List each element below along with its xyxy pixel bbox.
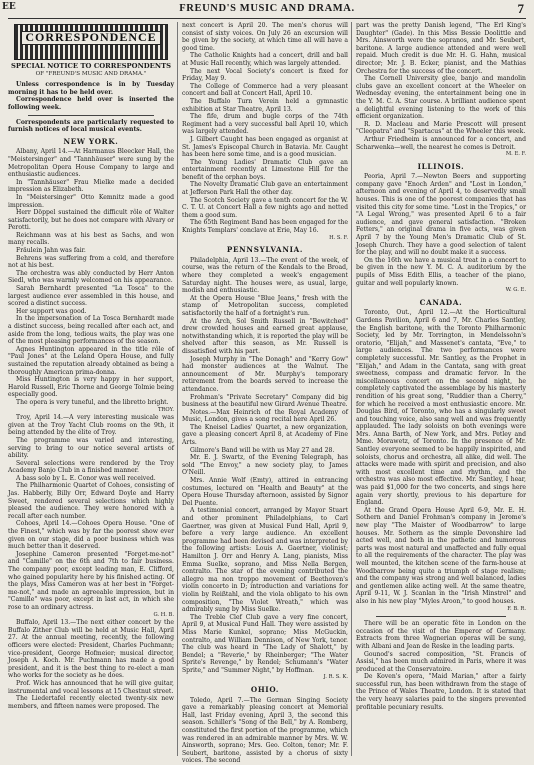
notice-paragraph: Correspondents are particularly requested to furnish notices of local musical events. — [8, 118, 174, 134]
article-paragraph: Philadelphia, April 13.—The event of the week, of course, was the return of the Kendals to the Broad, where they completed a week's engagement Saturday night. The houses were, as usual, large, modish and enthusiastic. — [182, 256, 348, 295]
signature: M. E. F. — [505, 151, 526, 158]
article-paragraph: Joseph Murphy in "The Donagh" and "Kerry Gow" had monster audiences at the Walnut. The announcement of Mr. Murphy's temporary retirement from the boards served to increase the attendance. — [182, 355, 348, 393]
special-notice-subtitle: OF "FREUND'S MUSIC AND DRAMA." — [35, 70, 147, 77]
article-paragraph: Notes.—Max Heinrich of the Royal Academy of Music, London, gives a song recital here April 26. — [182, 408, 348, 424]
article-paragraph: Josephine Cameron presented "Forget-me-not" and "Camille" on the 6th and 7th to fair business. The company poor, except leading man, E. Clifford, who gained popularity here by his finished acting. Of the plays, Miss Cameron was at her best in "Forget-me-not," and made an agreeable impression, but in "Camille" was poor, except in last act, in which she rose to an ordinary actress. — [8, 550, 174, 611]
article-paragraph: next concert is April 20. The men's chorus will consist of sixty voices. On July 26 an excursion will be given by the society, at which time all will have a good time. — [182, 22, 348, 52]
article-paragraph: The 65th Regiment Band has been engaged for the Knights Templars' conclave at Erie, May 16. — [182, 219, 348, 235]
special-notice-title: SPECIAL NOTICE TO CORRESPONDENTS — [10, 62, 172, 70]
article-paragraph: The Cornell University glee, banjo and mandolin clubs gave an excellent concert at the Wheeler on Wednesday evening, the entertainment being one in the Y. M. C. A. Star course. A brilliant audience spent a delightful evening listening to the work of this efficient organization. — [356, 75, 526, 121]
article-paragraph: Troy, April 14.—A very interesting musicale was given at the Troy Yacht Club rooms on the 9th, it being attended by the élite of Troy. — [8, 414, 174, 437]
article-paragraph: Frohman's "Private Secretary" Company did big business at the beautiful new Girard Avenue Theatre. — [182, 393, 348, 409]
section-heading-canada: CANADA. — [419, 297, 463, 307]
article-paragraph: The Catholic Knights had a concert, drill and ball at Music Hall recently, which was largely attended. — [182, 52, 348, 67]
article-paragraph: The Young Ladies' Dramatic Club gave an entertainment recently at Limestone Hill for the benefit of the orphan boys. — [182, 158, 348, 181]
article-paragraph: Cohoes, April 14.—Cohoes Opera House. "One of the Finest," which was by far the poorest show ever given on our stage, did a poor business which was much better than it deserved. — [8, 520, 174, 551]
article-paragraph: Mr. E. J. Swartz, of the Evening Telegraph, has sold "The Envoy," a new society play, to James O'Neill. — [182, 454, 348, 477]
article-paragraph: At the Grand Opera House April 6-9, Mr. E. H. Sothern and Daniel Frohman's company in Jerome's new play "The Maister of Woodbarrow" to large houses. Mr. Sothern as the simple Devonshire lad acted well, and both in the pathetic and humorous parts was most natural and unaffected and fully equal to all the requirements of the character. The play was well mounted, the kitchen scene of the farm-house at Woodbarrow being quite a triumph of stage realism; and the company was strong and well balanced, ladies and gentlemen alike acting well. At the same theatre, April 9-11, W. J. Scanlan in the "Irish Minstrel" and also in his new play "Myles Aroon," to good houses. — [356, 506, 526, 605]
column-rule — [351, 22, 352, 756]
article-paragraph: The orchestra was ably conducted by Herr Anton Siedl, who was warmly welcomed on his appearance. — [8, 269, 174, 285]
article-paragraph: The Buffalo Turn Verein held a gymnastic exhibition at Star Theatre, April 13. — [182, 97, 348, 113]
section-heading-illinois: ILLINOIS. — [417, 161, 465, 171]
article-paragraph: The Scotch Society gave a tenth concert for the W. C. T. U. at Concert Hall a few nights ago and netted them a good sum. — [182, 196, 348, 219]
article-paragraph: R. D. Macleau and Marie Prescott will present "Cleopatra" and "Spartacus" at the Wheeler this week. — [356, 120, 526, 136]
article-paragraph: The Liedertafel recently elected twenty-six new members, and fifteen names were proposed. The — [8, 695, 174, 710]
article-paragraph: Albany, April 14.—At Harmanus Bleecker Hall, the "Meistersinger" and "Tannhäuser" were sung by the Metropolitan Opera House Company to large and enthusiastic audiences. — [8, 148, 174, 179]
article-paragraph: In the impersonation of La Tosca Bernhardt made a distinct success, being recalled after each act, and aside from the long, tedious waits, the play was one of the most pleasing performances of the season. — [8, 315, 174, 346]
article-paragraph: Miss Huntington is very happy in her support, Harold Russell, Eric Thorne and George Tolmie being especially good. — [8, 376, 174, 399]
article-paragraph: The next Vocal Society's concert is fixed for Friday, May 9. — [182, 67, 348, 83]
divider — [28, 115, 154, 116]
article-paragraph: Agnes Huntington appeared in the title rôle of "Paul Jones" at the Leland Opera House, and fully sustained the reputation already obtained as being a thoroughly American prima-donna. — [8, 345, 174, 376]
article-paragraph: The Philharmonic Quartet of Cohoes, consisting of Jas. Habberly, Billy Orr, Edward Doyle and Harry Sweet, rendered several selections which highly pleased the audience. They were honored with a recall after each number. — [8, 482, 174, 520]
notice-paragraph: Correspondence held over is inserted the following week. — [8, 96, 174, 111]
article-paragraph: At the Opera House "Blue Jeans," fresh with the stamp of Metropolitan success, completed satisfactorily the half of a fortnight's run. — [182, 294, 348, 317]
article-paragraph: The programme was varied and interesting, serving to bring to our notice several artists of ability. — [8, 436, 174, 460]
article-paragraph: In "Meistersinger" Otto Kemnitz made a good impression. — [8, 193, 174, 209]
article-paragraph: Buffalo, April 13.—The next either concert by the Buffalo Zither Club will be held at Music Hall, April 27. At the annual meeting, recently, the following officers were elected: President, Charles Puchmann; vice-president, George Hofmeier; musical director, Joseph A. Koch. Mr. Puchmann has made a good president, and it is the best thing to re-elect a man who works for the society as he does. — [8, 619, 174, 680]
article-paragraph: Herr Döppel sustained the difficult rôle of Walter satisfactorily, but he does not compare with Alvary or Perotti. — [8, 209, 174, 232]
section-heading-ohio: OHIO. — [250, 685, 280, 695]
article-paragraph: Several selections were rendered by the Troy Academy Banjo Club in a finished manner. — [8, 459, 174, 475]
article-paragraph: Her support was good. — [16, 307, 87, 315]
article-paragraph: A bass solo by L. E. Conor was well received. — [16, 474, 156, 482]
article-paragraph: Toronto, Out., April 12.—At the Horticultural Gardens Pavilion, April 6 and 7, Mr. Charles Santley, the English baritone, with the Toronto Philharmonic Society, led by Mr. Torrington, in Mendelssohn's oratorio, "Elijah," and Massenet's cantata, "Eve," to large audiences. The two performances were completely successful. Mr. Santley, as the Prophet in "Elijah," and Adam in the Cantata, sang with great sweetness, compass and dramatic fervor. In the miscellaneous concert on the second night, he completely captivated the assemblage by his masterly rendition of his great song, "Ruddier than a Cherry," for which he received a most enthusiastic encore. Mr. Douglas Bird, of Toronto, who has a singularly sweet and touching voice, also sang well and was frequently applauded. The lady soloists on both evenings were Mrs. Anna Barth, of New York, and Mrs. Petley and Mme. Morawetz, of Toronto. In the presence of Mr. Santley everyone seemed to be happily inspirited, and soloists, chorus and orchestra, all alike, did well. The attacks were made with spirit and precision, and also with most excellent time and rhythm, and the orchestra was also most effective. Mr. Santley, I hear, was paid $1,000 for the two concerts, and sings here again very shortly, previous to his departure for England. — [356, 309, 526, 507]
signature: J. R. S. K. — [323, 674, 348, 681]
article-paragraph: The Kneisel Ladies' Quartet, a new organization, gave a pleasing concert April 8, at Academy of Fine Arts. — [182, 423, 348, 447]
article-paragraph: Toledo, April 7.—The German Singing Society gave a remarkably pleasing concert at Memorial Hall, last Friday evening, April 3, the second this season. Schiller's "Song of the Bell," by A. Romberg, constituted the first portion of the programme, which was rendered in an admirable manner by Mrs. W. W. Ainsworth, soprano; Mrs. Geo. Colton, tenor; Mr. F. Seubert, baritone, assisted by a chorus of sixty voices. The second — [182, 696, 348, 765]
article-paragraph: The Novelty Dramatic Club gave an entertainment at Jefferson Park Hall the other day. — [182, 181, 348, 197]
article-paragraph: part was the pretty Danish legend, "The Erl King's Daughter" (Gade). In this Miss Bessie Doolittle and Mrs. Ainsworth were the sopranos, and Mr. Seubert, baritone. A large audience attended and were well repaid. Much credit is due Mr. H. G. Hahn, musical director; Mr. J. B. Ecker, pianist, and the Mathias Orchestra for the success of the concert. — [356, 22, 526, 75]
column-rule — [177, 22, 178, 756]
signature: F. B. R. — [507, 605, 526, 612]
article-paragraph: Gounod's sacred composition, "St. Francis of Assisi," has been much admired in Paris, where it was produced at the Conservatoire. — [356, 650, 526, 673]
article-paragraph: The College of Commerce had a very pleasant concert and ball at Concert Hall, April 10. — [182, 82, 348, 98]
correspondence-logo — [14, 24, 168, 60]
page-number: 7 — [517, 1, 524, 16]
notice-paragraph: Unless correspondence is in by Tuesday morning it has to be held over. — [8, 81, 174, 96]
article-paragraph: Gilmore's Band will be with us May 27 and 28. — [190, 446, 335, 454]
article-paragraph: Arthur Friedheim is announced for a concert, and Scharwenka—well, the nearest he comes is Detroit. — [356, 135, 526, 151]
signature: W. G. E. — [505, 287, 526, 294]
article-paragraph: Prof. Wick has announced that he will give guitar, instrumental and vocal lessons at 15 Chestnut street. — [8, 679, 174, 695]
signature: H. S. F. — [329, 234, 348, 241]
article-paragraph: A testimonial concert, arranged by Mayor Stuart and other prominent Philadelphians, to Carl Gaertner, was given at Musical Fund Hall, April 9, before a very large audience. An excellent programme had been devised and was interpreted by the following artists: Louis A. Gaertner, violinist; Hamilton J. Orr and Henry A. Lang, pianists, Miss Emma Suelke, soprano, and Miss Nella Bergen, contralto. The star of the evening contributed the allegro ma non troppo movement of Beethoven's violin concerto in D; introduction and variations for violin by Reißtahl, and the viola obligato to his own composition, "The Violet Wreath," which was admirably sung by Miss Suelke. — [182, 507, 348, 614]
margin-tag: EE — [2, 2, 16, 12]
article-paragraph: Mrs. Annie Wolf (Emty), attired in entrancing costumes, lectured on "Health and Beauty" at the Opera House Thursday afternoon, assisted by Signor Del Puente. — [182, 477, 348, 507]
article-paragraph: The fife, drum and bugle corps of the 74th Regiment had a very successful ball April 10, which was largely attended. — [182, 113, 348, 136]
article-paragraph: Behrens was suffering from a cold, and therefore not at his best. — [8, 254, 174, 270]
signature: TROY. — [157, 406, 174, 413]
article-paragraph: The opera is very tuneful, and the libretto bright. — [16, 398, 169, 406]
article-paragraph: Fräulein Jahn was fair. — [16, 247, 86, 255]
column-3 — [356, 22, 526, 756]
logo-text: CORRESPONDENCE — [21, 31, 161, 45]
divider — [376, 616, 506, 617]
signature: G. H. B. — [153, 611, 174, 618]
article-paragraph: Reichmann was at his best as Sachs, and won many recalls. — [8, 231, 174, 247]
article-paragraph: In "Tannhäuser" Frau Mielke made a decided impression as Elizabeth. — [8, 178, 174, 194]
article-paragraph: De Koven's opera, "Maid Marian," after a fairly successful run, has been withdrawn from the stage of the Prince of Wales Theatre, London. It is stated that the very heavy salaries paid to the singers prevented profitable pecuniary results. — [356, 673, 526, 711]
section-heading-pennsylvania: PENNSYLVANIA. — [226, 245, 304, 255]
column-2 — [182, 22, 348, 765]
article-paragraph: The Treble Clef Club gave a very fine concert, April 9, at Musical Fund Hall. They were assisted by Miss Marie Kunkel, soprano; Miss McGuckin, contralto, and William Dennison, of New York, tenor. The club was heard in "The Lady of Shalott," by Bendel; a "Reverie," by Rheinberger; "The Water Sprite's Revenge," by Rendel; Schumann's "Water Sprite," and "Summer Night," by Hoffman. — [182, 613, 348, 674]
page-header — [2, 1, 526, 19]
article-paragraph: On the 16th we have a musical treat in a concert to be given in the new Y. M. C. A. auditorium by the pupils of Miss Edith Ellis, a teacher of the piano, guitar and well popularly known. — [356, 256, 526, 287]
column-1 — [8, 22, 174, 756]
article-paragraph: Peoria, April 7.—Newton Beers and supporting company gave "Enoch Arden" and "Lost in London," afternoon and evening of April 4, to deservedly small houses. This is one of the poorest companies that has visited this city for some time. "Lost in the Tropics," or "A Legal Wrong," was presented April 6 to a fair audience, and gave general satisfaction. "Broken Fetters," an original drama in five acts, was given April 7 by the Young Men's Dramatic Club of St. Joseph Church. They have a good selection of talent for the play, and will no doubt make it a success. — [356, 173, 526, 257]
article-paragraph: At the Arch, Sol Smith Russell in "Bewitched" drew crowded houses and earned great applause, notwithstanding which, it is reported the play will be shelved after this season, as Mr. Russell is dissatisfied with his part. — [182, 317, 348, 355]
section-heading-new-york: NEW YORK. — [63, 136, 119, 146]
article-paragraph: Sarah Bernhardt presented "La Tosca" to the largest audience ever assembled in this house, and scored a distinct success. — [8, 285, 174, 308]
masthead: FREUND'S MUSIC AND DRAMA. — [179, 3, 355, 14]
article-paragraph: There will be an operatic fête in London on the occasion of the visit of the Emperor of Germany. Extracts from three Wagnerian operas will be sung, with Albani and Jean de Reske in the leading parts. — [356, 620, 526, 650]
article-paragraph: J. Gilbert Caught has been engaged as organist at St. James's Episcopal Church in Batavia. Mr. Caught has been here some time, and is a good musician. — [182, 135, 348, 159]
